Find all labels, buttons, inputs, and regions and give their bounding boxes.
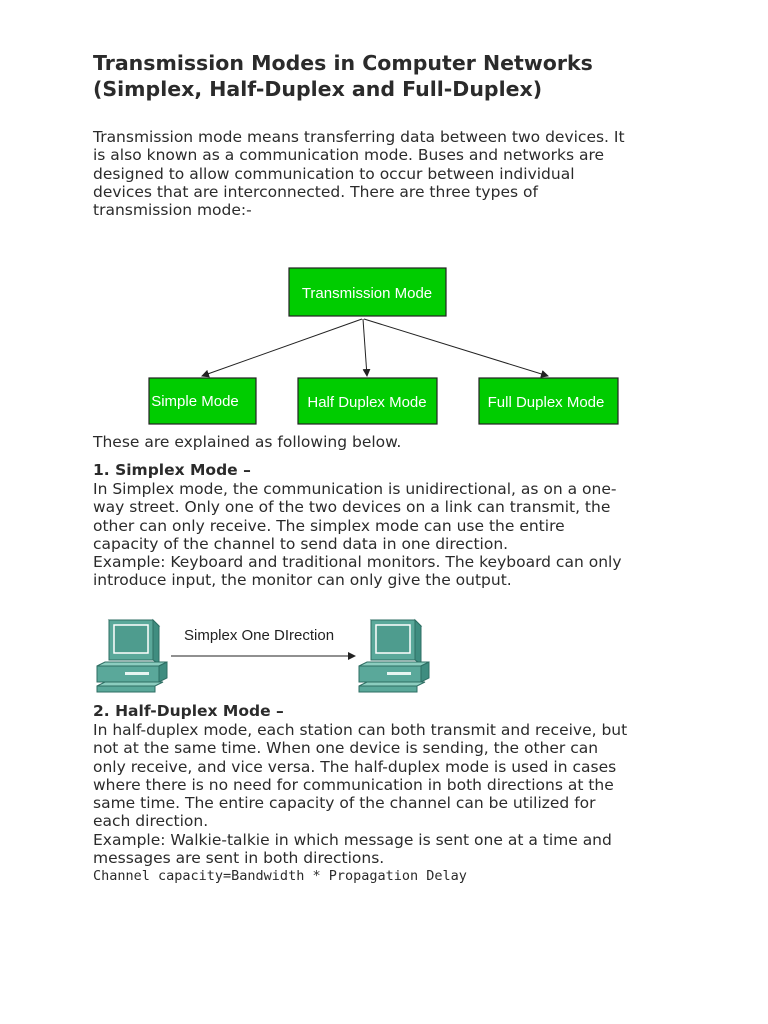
intro-line: transmission mode:- xyxy=(93,201,252,220)
channel-capacity-formula: Channel capacity=Bandwidth * Propagation Delay xyxy=(93,868,467,884)
arrow-half-duplex xyxy=(363,319,367,376)
root-label: Transmission Mode xyxy=(301,285,433,302)
half-duplex-line: only receive, and vice versa. The half-duplex mode is used in cases xyxy=(93,757,617,776)
half-duplex-line: where there is no need for communication in both directions at the xyxy=(93,775,614,794)
half-duplex-mode-label: Half Duplex Mode xyxy=(307,394,427,411)
half-duplex-line: not at the same time. When one device is sending, the other can xyxy=(93,739,599,758)
intro-line: Transmission mode means transferring data between two devices. It xyxy=(93,128,625,146)
simplex-line: other can only receive. The simplex mode can use the entire xyxy=(93,516,565,535)
simplex-paragraph xyxy=(93,480,693,590)
intro-line: devices that are interconnected. There are three types of xyxy=(93,182,538,201)
intro-line: designed to allow communication to occur between individual xyxy=(93,164,575,183)
simplex-figure-label: Simplex One DIrection xyxy=(184,627,335,644)
half-duplex-heading: 2. Half-Duplex Mode – xyxy=(93,702,284,720)
half-duplex-line: Example: Walkie-talkie in which message is sent one at a time and xyxy=(93,830,612,849)
simplex-line: In Simplex mode, the communication is unidirectional, as on a one- xyxy=(93,480,617,498)
simplex-line: capacity of the channel to send data in one direction. xyxy=(93,534,509,553)
simplex-heading: 1. Simplex Mode – xyxy=(93,461,251,479)
transmission-mode-diagram xyxy=(140,262,630,432)
computer-icon xyxy=(97,620,167,692)
simplex-line: Example: Keyboard and traditional monitors. The keyboard can only xyxy=(93,553,622,572)
title-line-1: Transmission Modes in Computer Networks xyxy=(93,51,593,75)
half-duplex-line: same time. The entire capacity of the channel can be utilized for xyxy=(93,794,596,813)
simplex-line: introduce input, the monitor can only give the output. xyxy=(93,571,512,590)
computer-icon xyxy=(359,620,429,692)
simple-mode-label: Simple Mode xyxy=(151,393,239,410)
arrow-simple xyxy=(202,319,362,376)
intro-paragraph xyxy=(93,128,693,219)
intro-line: is also known as a communication mode. Buses and networks are xyxy=(93,146,605,165)
half-duplex-line: messages are sent in both directions. xyxy=(93,849,385,868)
half-duplex-line: In half-duplex mode, each station can both transmit and receive, but xyxy=(93,721,628,739)
explained-text xyxy=(93,433,693,451)
arrow-full-duplex xyxy=(364,319,548,376)
full-duplex-mode-label: Full Duplex Mode xyxy=(487,394,605,411)
explained-line: These are explained as following below. xyxy=(93,433,402,451)
half-duplex-line: each direction. xyxy=(93,812,209,831)
simplex-figure xyxy=(93,612,438,698)
half-duplex-paragraph xyxy=(93,721,693,867)
page-title xyxy=(93,50,713,102)
simplex-line: way street. Only one of the two devices on a link can transmit, the xyxy=(93,498,611,517)
title-line-2: (Simplex, Half-Duplex and Full-Duplex) xyxy=(93,77,543,101)
